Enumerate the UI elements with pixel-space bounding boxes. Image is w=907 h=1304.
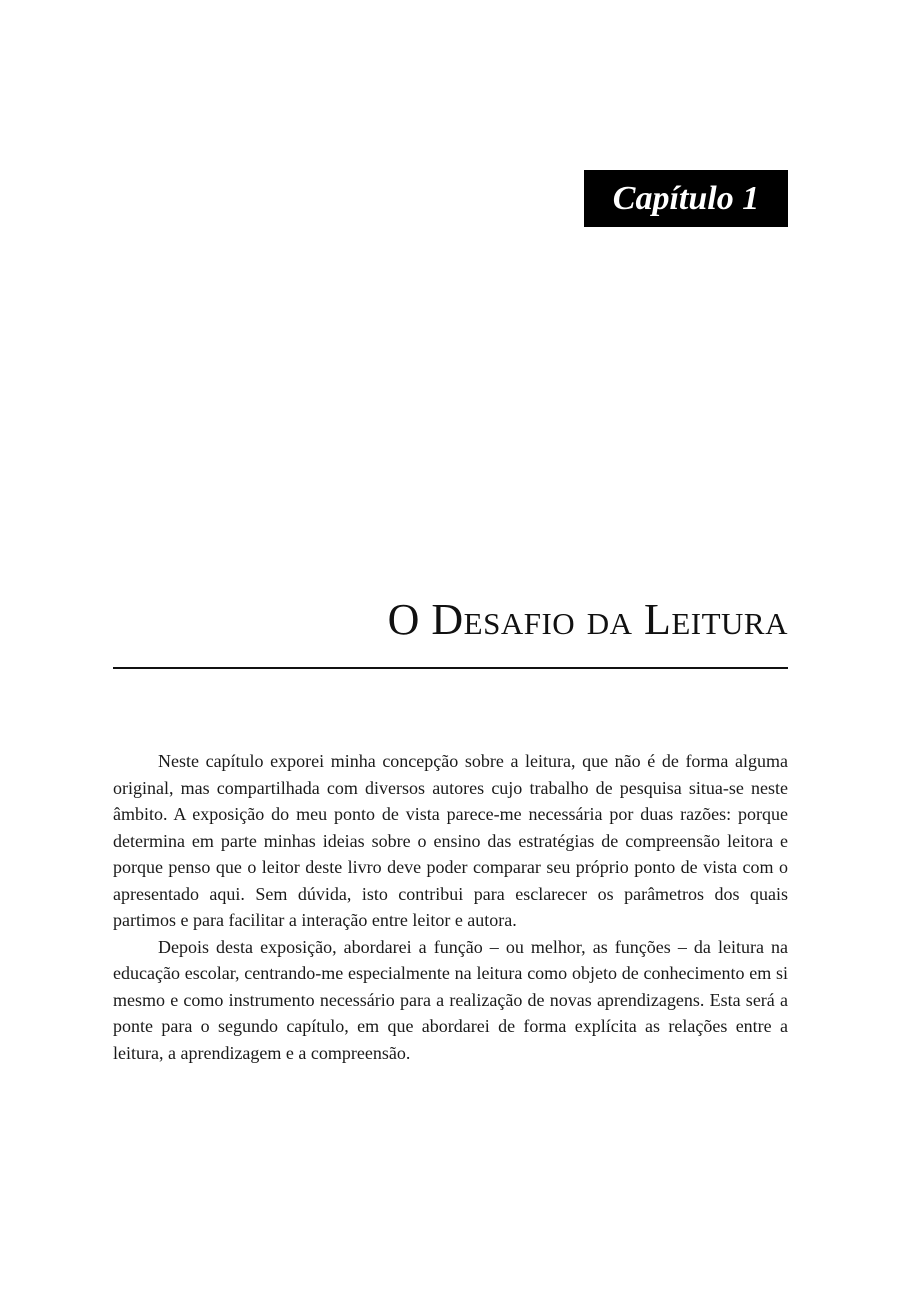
chapter-body (113, 748, 788, 1066)
chapter-label: Capítulo 1 (584, 170, 788, 227)
chapter-title: O Desafio da Leitura (387, 595, 788, 644)
body-paragraph: Neste capítulo exporei minha concepção sobre a leitura, que não é de forma alguma original, mas compartilhada com diversos autores cujo trabalho de pesquisa situa-se neste âmbito. A exposição do meu ponto de vista parece-me necessária por duas razões: porque determina em parte minhas ideias sobre o ensino das estratégias de compreensão leitora e porque penso que o leitor deste livro deve poder comparar seu próprio ponto de vista com o apresentado aqui. Sem dúvida, isto contribui para esclarecer os parâmetros dos quais partimos e para facilitar a interação entre leitor e autora. (113, 751, 788, 930)
title-divider (113, 667, 788, 669)
body-paragraph: Depois desta exposição, abordarei a função – ou melhor, as funções – da leitura na educação escolar, centrando-me especialmente na leitura como objeto de conhecimento em si mesmo e como instrumento necessário para a realização de novas aprendizagens. Esta será a ponte para o segundo capítulo, em que abordarei de forma explícita as relações entre a leitura, a aprendizagem e a compreensão. (113, 936, 788, 1063)
